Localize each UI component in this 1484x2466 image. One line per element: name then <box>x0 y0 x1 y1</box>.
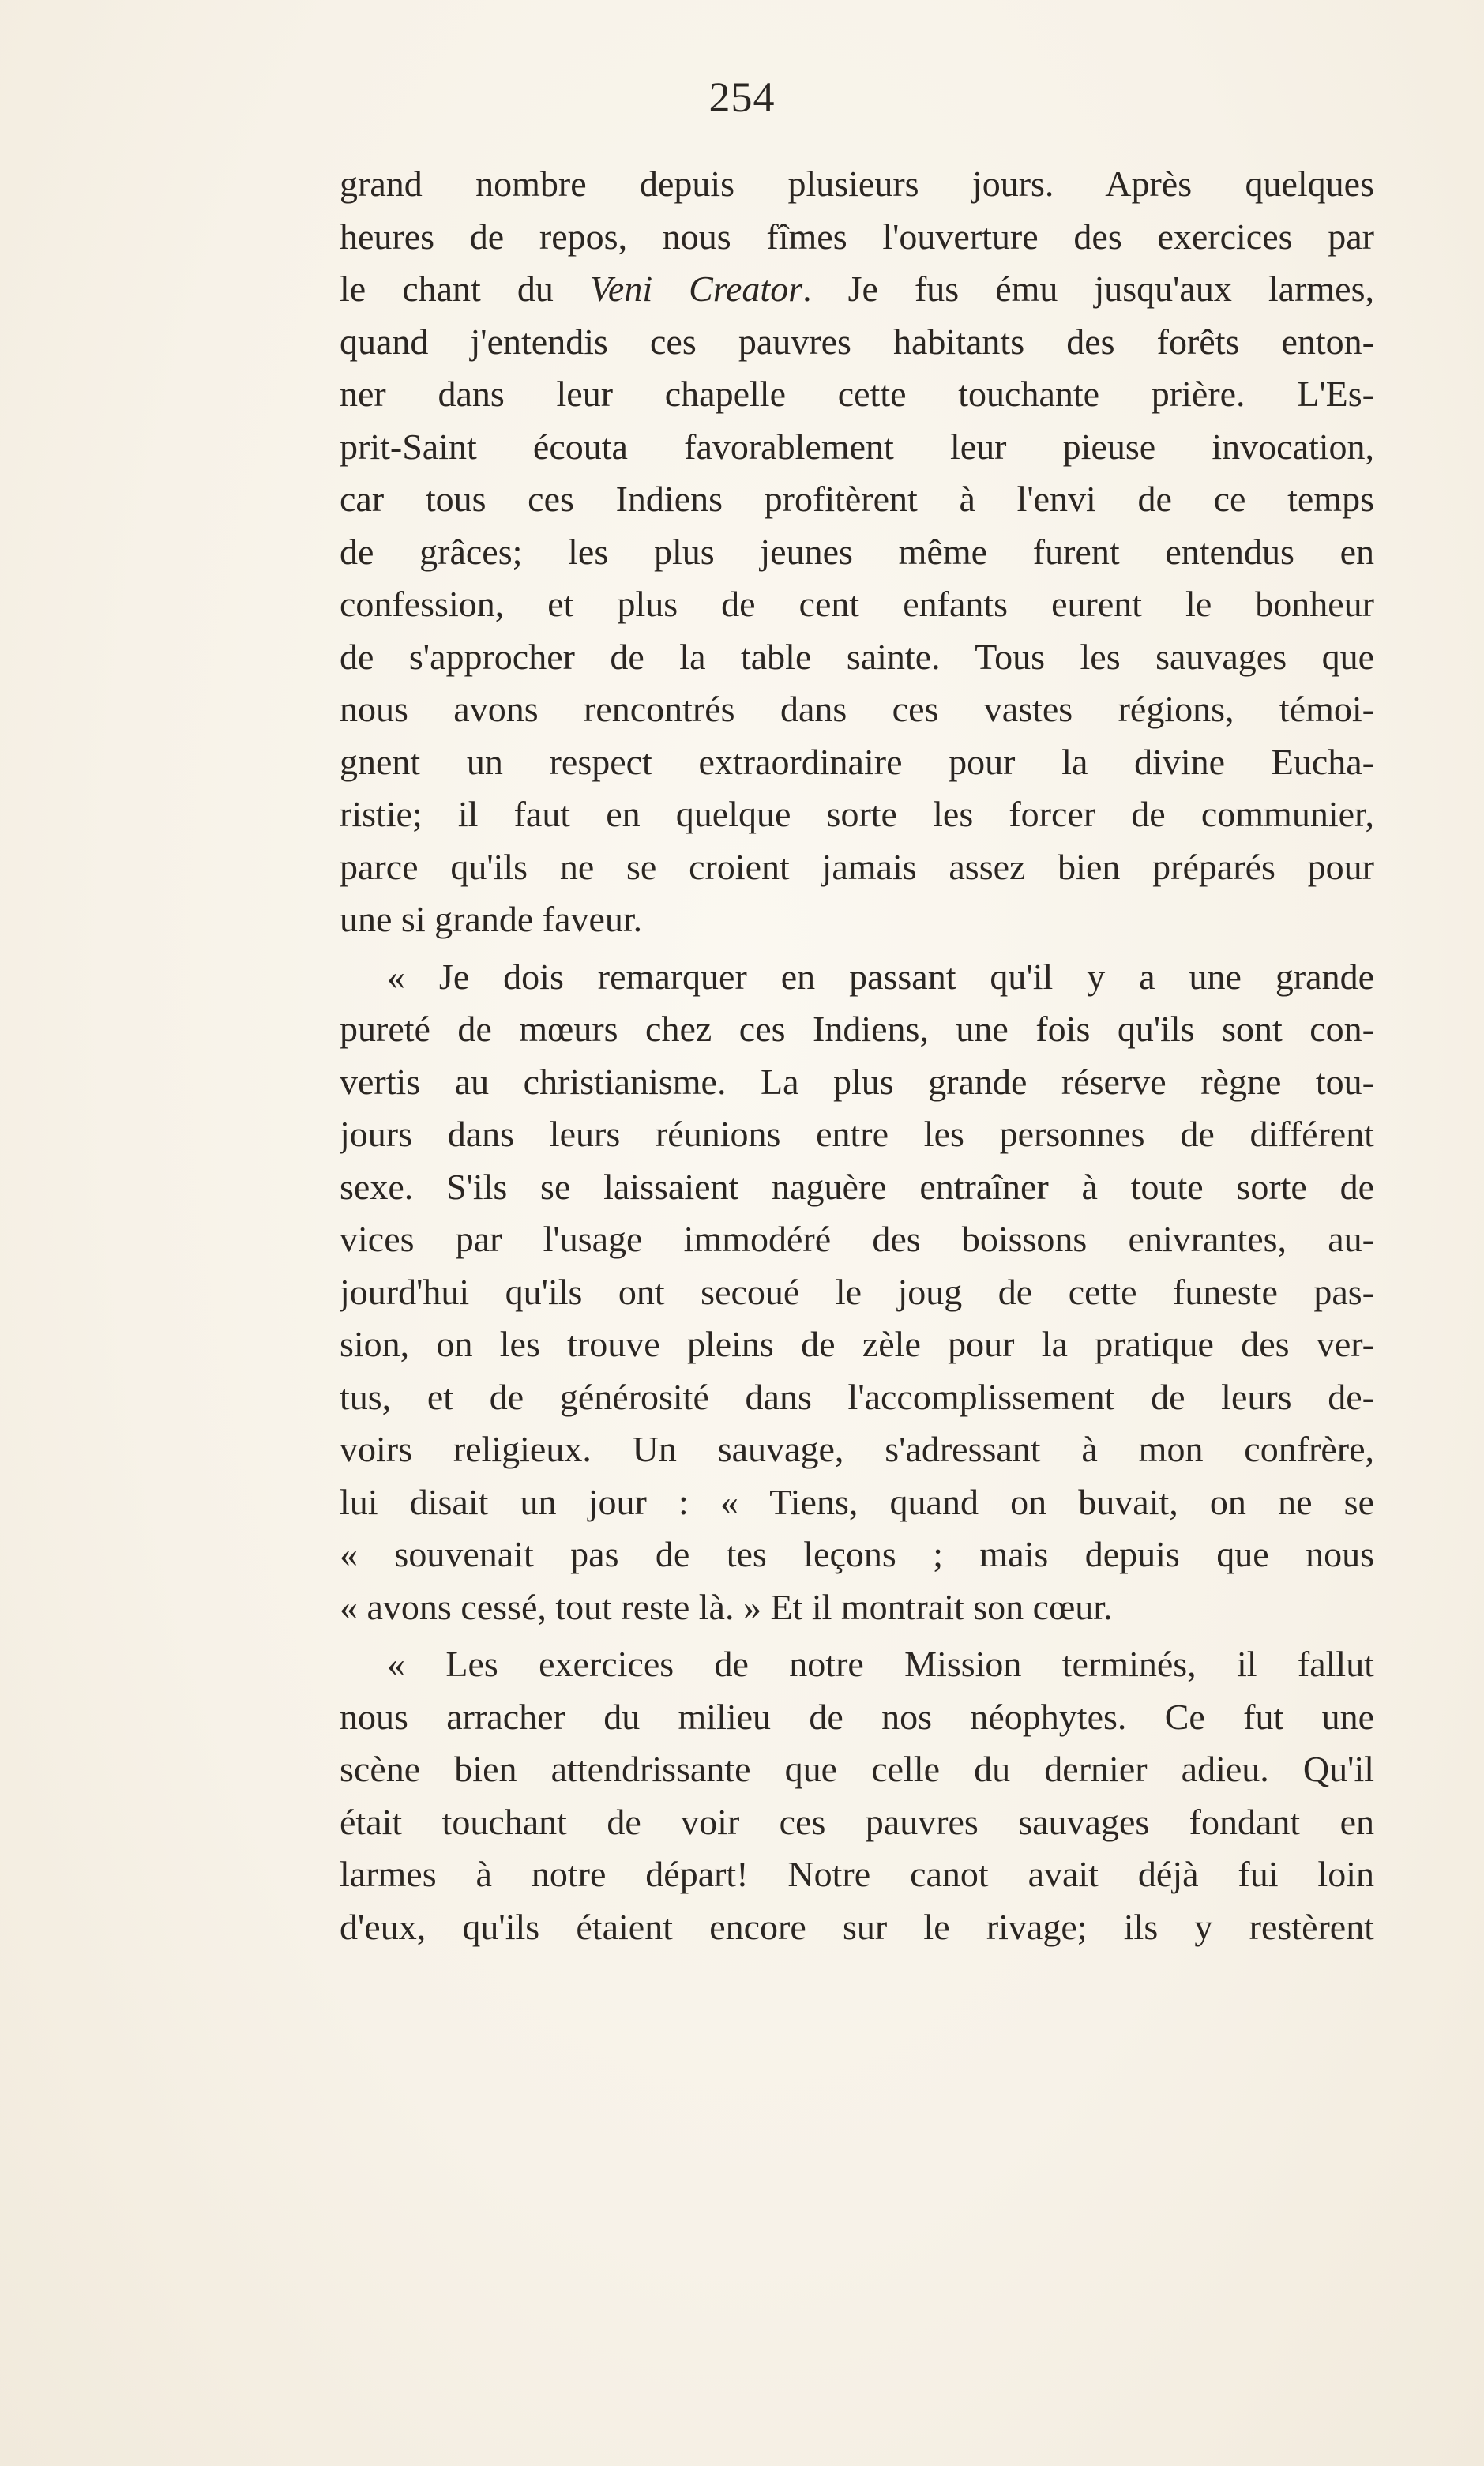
text-line: ristie; il faut en quelque sorte les forcer de communier, <box>340 794 1374 834</box>
text-line: de s'approcher de la table sainte. Tous les sauvages que <box>340 636 1374 677</box>
text-line: larmes à notre départ! Notre canot avait déjà fui loin <box>340 1854 1374 1894</box>
text-line: était touchant de voir ces pauvres sauvages fondant en <box>340 1801 1374 1842</box>
text-line: parce qu'ils ne se croient jamais assez bien préparés pour <box>340 846 1374 887</box>
text-line: scène bien attendrissante que celle du dernier adieu. Qu'il <box>340 1749 1374 1789</box>
text-line: lui disait un jour : « Tiens, quand on buvait, on ne se <box>340 1481 1374 1522</box>
text-line: gnent un respect extraordinaire pour la divine Eucha- <box>340 741 1374 782</box>
hymn-title: Veni Creator <box>589 269 803 309</box>
page-number: 254 <box>708 73 776 121</box>
text-line: « souvenait pas de tes leçons ; mais depuis que nous <box>340 1534 1374 1574</box>
text-line: une si grande faveur. <box>340 899 643 939</box>
text-line: voirs religieux. Un sauvage, s'adressant à mon confrère, <box>340 1429 1374 1469</box>
text-line: prit-Saint écouta favorablement leur pieuse invocation, <box>340 426 1374 467</box>
text-line: grand nombre depuis plusieurs jours. Après quelques <box>340 164 1374 204</box>
text-line: nous arracher du milieu de nos néophytes. Ce fut une <box>340 1696 1374 1737</box>
text-line: heures de repos, nous fîmes l'ouverture des exercices par <box>340 216 1374 257</box>
text-line: pureté de mœurs chez ces Indiens, une fois qu'ils sont con- <box>340 1009 1374 1049</box>
text-line <box>340 263 1374 316</box>
text-line-end: . Je fus ému jusqu'aux larmes, <box>802 269 1374 309</box>
text-line: jours dans leurs réunions entre les personnes de différent <box>340 1114 1374 1154</box>
text-line: de grâces; les plus jeunes même furent entendus en <box>340 531 1374 572</box>
text-line: ner dans leur chapelle cette touchante prière. L'Es- <box>340 374 1374 414</box>
text-line: d'eux, qu'ils étaient encore sur le rivage; ils y restèrent <box>340 1906 1374 1947</box>
text-line: sexe. S'ils se laissaient naguère entraîner à toute sorte de <box>340 1166 1374 1207</box>
text-line: confession, et plus de cent enfants eurent le bonheur <box>340 584 1374 624</box>
text-line: sion, on les trouve pleins de zèle pour la pratique des ver- <box>340 1324 1374 1364</box>
text-line: vices par l'usage immodéré des boissons enivrantes, au- <box>340 1219 1374 1259</box>
text-line: jourd'hui qu'ils ont secoué le joug de cette funeste pas- <box>340 1271 1374 1312</box>
text-line: quand j'entendis ces pauvres habitants des forêts enton- <box>340 321 1374 362</box>
body-text <box>340 158 1374 1953</box>
text-line: vertis au christianisme. La plus grande réserve règne tou- <box>340 1061 1374 1102</box>
text-line-start: le chant du <box>340 269 590 309</box>
text-line: « Les exercices de notre Mission terminés, il fallut <box>387 1644 1374 1684</box>
text-line: tus, et de générosité dans l'accomplissement de leurs de- <box>340 1376 1374 1417</box>
text-line: nous avons rencontrés dans ces vastes régions, témoi- <box>340 689 1374 729</box>
text-line: car tous ces Indiens profitèrent à l'envi de ce temps <box>340 479 1374 519</box>
text-line: « avons cessé, tout reste là. » Et il montrait son cœur. <box>340 1586 1113 1627</box>
text-line: « Je dois remarquer en passant qu'il y a une grande <box>387 956 1374 997</box>
